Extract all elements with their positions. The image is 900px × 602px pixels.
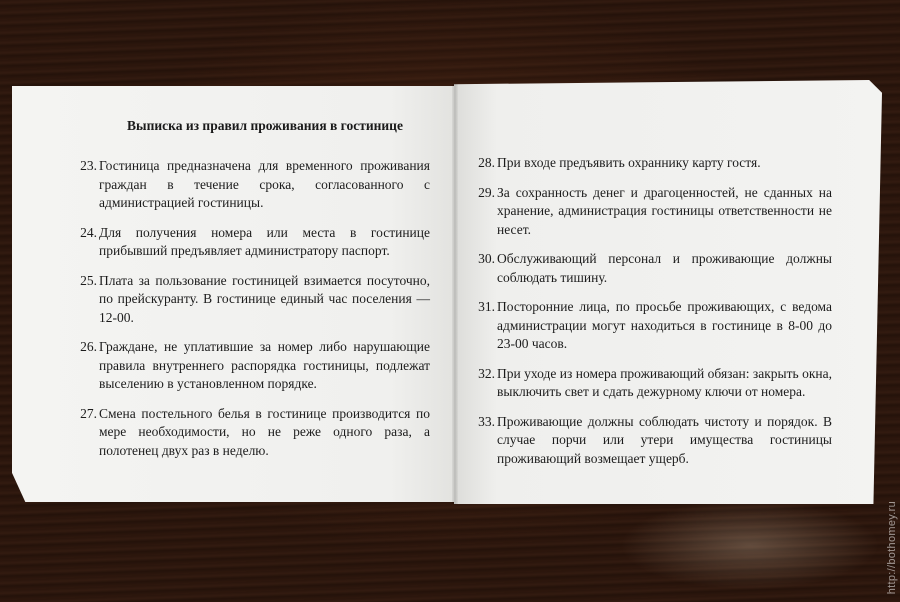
rule-text: Гостиница предназначена для временного проживания граждан в течение срока, согласованного с администрацией гостиницы. bbox=[99, 158, 430, 210]
rule-text: Проживающие должны соблюдать чистоту и порядок. В случае порчи или утери имущества гостиницы проживающий возмещает ущерб. bbox=[497, 413, 832, 466]
rule-number: 25. bbox=[80, 272, 97, 288]
table-surface-highlight bbox=[620, 500, 880, 590]
rule-number: 23. bbox=[80, 158, 97, 173]
rule-item bbox=[470, 154, 832, 173]
rule-number: 31. bbox=[478, 299, 495, 314]
rule-number: 30. bbox=[478, 251, 495, 266]
rule-number: 27. bbox=[80, 405, 97, 421]
rule-item bbox=[72, 272, 430, 328]
rule-text: За сохранность денег и драгоценностей, не сданных на хранение, администрация гостиницы ответственности не несет. bbox=[497, 184, 832, 237]
rule-number: 33. bbox=[478, 413, 495, 429]
rule-text: Обслуживающий персонал и проживающие должны соблюдать тишину. bbox=[497, 251, 832, 285]
rule-text: Смена постельного белья в гостинице производится по мере необходимости, но не реже одного раза, а полотенец двух раз в неделю. bbox=[99, 405, 430, 458]
rule-text: Граждане, не уплатившие за номер либо нарушающие правила внутреннего распорядка гостиницы, подлежат выселению в установленном порядке. bbox=[99, 339, 430, 391]
rule-item bbox=[72, 224, 430, 261]
rule-number: 32. bbox=[478, 365, 495, 381]
rule-text: При уходе из номера проживающий обязан: закрыть окна, выключить свет и сдать дежурному ключи от номера. bbox=[497, 365, 832, 399]
rule-item bbox=[470, 413, 832, 469]
document-title: Выписка из правил проживания в гостинице bbox=[127, 118, 403, 133]
rule-item bbox=[470, 365, 832, 402]
left-rules-list bbox=[72, 157, 430, 471]
rule-text: Для получения номера или места в гостинице прибывший предъявляет администратору паспорт. bbox=[99, 224, 430, 258]
rule-item bbox=[470, 298, 832, 354]
rule-number: 29. bbox=[478, 184, 495, 200]
rule-number: 28. bbox=[478, 155, 495, 170]
rule-item bbox=[470, 184, 832, 240]
rule-text: Посторонние лица, по просьбе проживающих, с ведома администрации могут находиться в гостинице в 8-00 до 23-00 часов. bbox=[497, 299, 832, 351]
rule-number: 26. bbox=[80, 339, 97, 354]
rule-text: Плата за пользование гостиницей взимается посуточно, по прейскуранту. В гостинице единый час поселения — 12-00. bbox=[99, 272, 430, 325]
right-rules-list bbox=[470, 154, 832, 479]
rule-item bbox=[470, 250, 832, 287]
rule-item bbox=[72, 405, 430, 461]
rule-item bbox=[72, 157, 430, 213]
rule-number: 24. bbox=[80, 224, 97, 240]
rule-text: При входе предъявить охраннику карту гостя. bbox=[497, 155, 761, 170]
page-fold bbox=[452, 84, 458, 504]
rule-item bbox=[72, 338, 430, 394]
watermark: http://bothomey.ru bbox=[886, 500, 898, 594]
